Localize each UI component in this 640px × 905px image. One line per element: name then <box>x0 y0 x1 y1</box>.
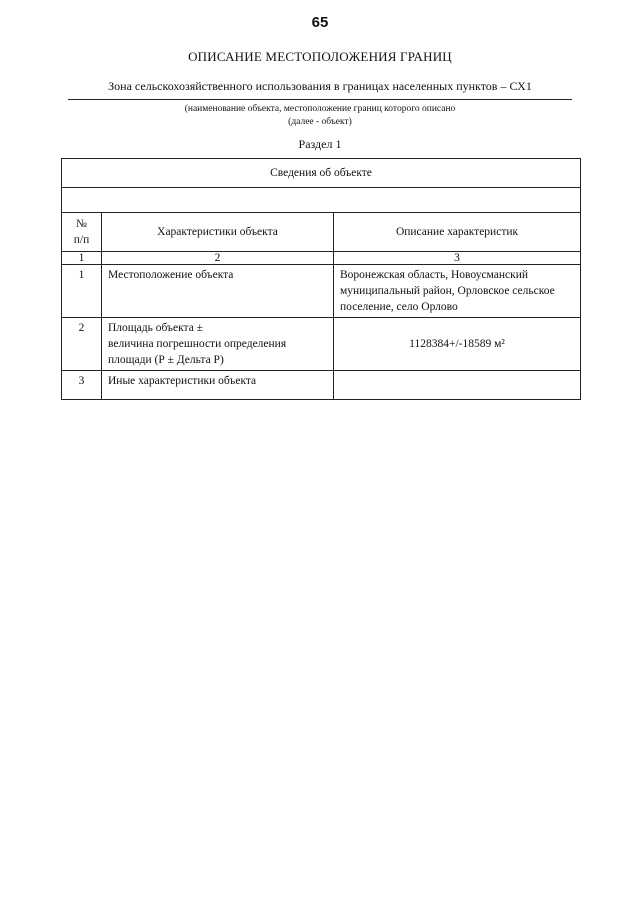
table-column-header-row <box>62 213 581 252</box>
row-number: 3 <box>62 371 102 400</box>
table-spacer-row <box>62 188 581 213</box>
row-description <box>334 371 581 400</box>
column-number-cell: 3 <box>334 252 581 265</box>
row-characteristic: Иные характеристики объекта <box>102 371 334 400</box>
column-header-number <box>62 213 102 252</box>
column-number-cell: 2 <box>102 252 334 265</box>
object-info-table <box>61 158 581 400</box>
row-characteristic-line: площади (Р ± Дельта Р) <box>108 354 224 366</box>
column-header-description: Описание характеристик <box>334 213 581 252</box>
row-description: 1128384+/-18589 м² <box>334 318 581 371</box>
row-characteristic: Местоположение объекта <box>102 265 334 318</box>
column-number-cell: 1 <box>62 252 102 265</box>
row-number: 2 <box>62 318 102 371</box>
object-name: Зона сельскохозяйственного использования в границах населенных пунктов – СХ1 <box>108 79 532 93</box>
caption-line-1: (наименование объекта, местоположение границ которого описано <box>184 104 456 114</box>
table-row <box>62 318 581 371</box>
row-characteristic-line: Площадь объекта ± <box>108 322 203 334</box>
row-description: Воронежская область, Новоусманский муниципальный район, Орловское сельское поселение, село Орлово <box>334 265 581 318</box>
table-spacer-cell <box>62 188 581 213</box>
table-header-row <box>62 159 581 188</box>
object-name-caption <box>0 103 640 129</box>
column-header-characteristics: Характеристики объекта <box>102 213 334 252</box>
row-characteristic-line: величина погрешности определения <box>108 338 287 350</box>
section-title: Раздел 1 <box>298 137 342 151</box>
caption-line-2: (далее - объект) <box>288 117 352 127</box>
object-name-underline <box>68 99 572 100</box>
document-title: ОПИСАНИЕ МЕСТОПОЛОЖЕНИЯ ГРАНИЦ <box>188 49 452 64</box>
page-number: 65 <box>311 14 329 31</box>
row-number: 1 <box>62 265 102 318</box>
table-column-number-row <box>62 252 581 265</box>
column-header-number-line-2: п/п <box>73 234 90 246</box>
table-row <box>62 371 581 400</box>
row-characteristic <box>102 318 334 371</box>
table-row <box>62 265 581 318</box>
column-header-number-line-1: № <box>76 218 87 230</box>
table-header: Сведения об объекте <box>62 159 581 188</box>
